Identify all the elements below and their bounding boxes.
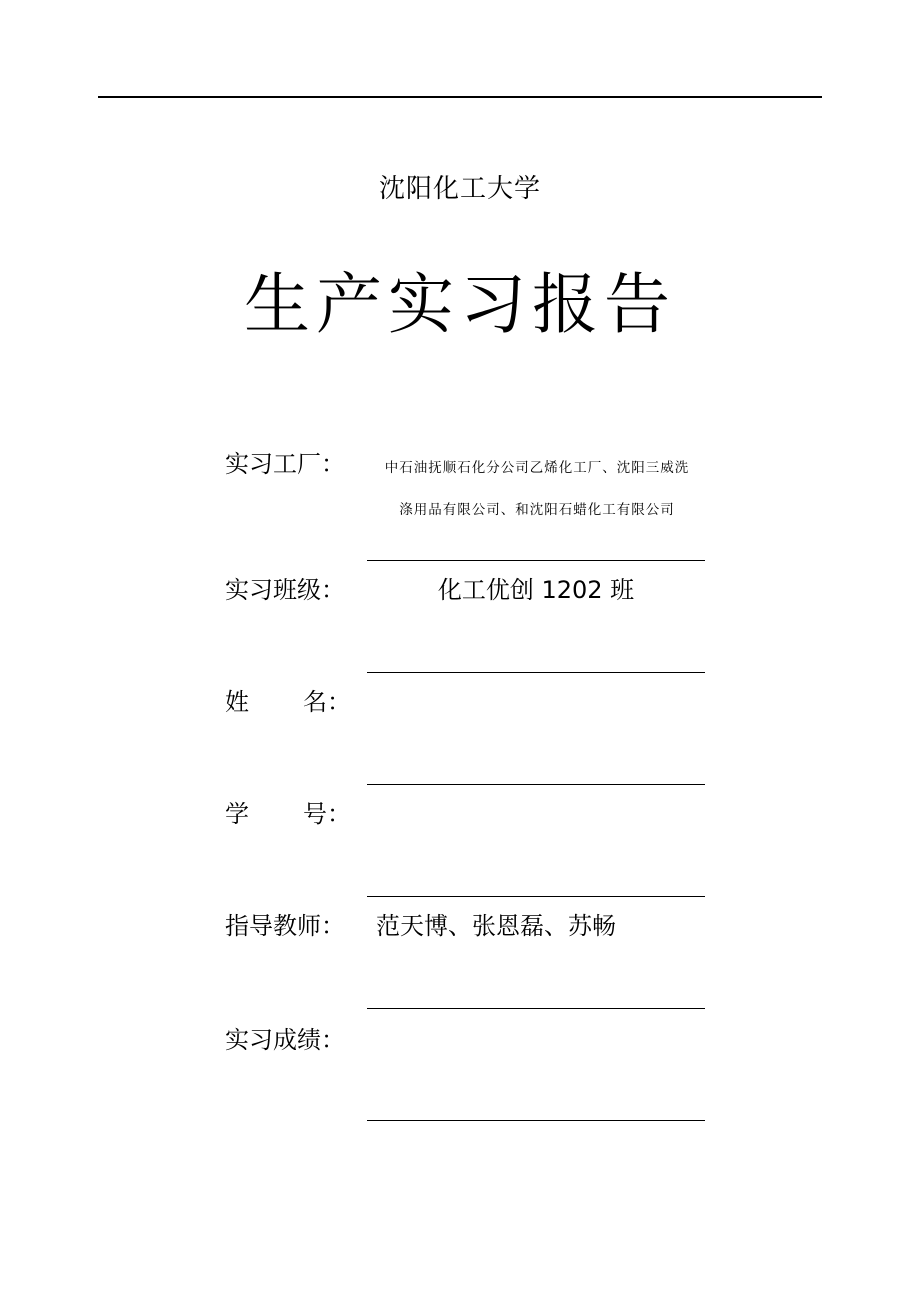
class-label: 实习班级： bbox=[225, 576, 345, 604]
report-title: 生产实习报告 bbox=[244, 266, 676, 343]
student-id-label-char-1: 学 bbox=[225, 800, 249, 828]
name-label bbox=[225, 690, 351, 714]
class-value: 化工优创 1202 班 bbox=[437, 576, 635, 604]
teacher-label: 指导教师： bbox=[225, 912, 345, 940]
factory-underline bbox=[367, 560, 705, 561]
header-rule bbox=[98, 96, 822, 98]
grade-underline bbox=[367, 1120, 705, 1121]
student-id-underline bbox=[367, 896, 705, 897]
name-label-char-1: 姓 bbox=[225, 688, 249, 716]
teacher-underline bbox=[367, 1008, 705, 1009]
student-id-label bbox=[225, 802, 351, 826]
name-label-char-2: 名： bbox=[303, 688, 351, 716]
class-underline bbox=[367, 672, 705, 673]
factory-label: 实习工厂： bbox=[225, 450, 345, 478]
teacher-value: 范天博、张恩磊、苏畅 bbox=[376, 912, 616, 940]
student-id-label-char-2: 号： bbox=[303, 800, 351, 828]
university-name: 沈阳化工大学 bbox=[378, 174, 541, 204]
factory-value: 中石油抚顺石化分公司乙烯化工厂、沈阳三威洗涤用品有限公司、和沈阳石蜡化工有限公司 bbox=[384, 460, 690, 518]
grade-label: 实习成绩： bbox=[225, 1026, 345, 1054]
name-underline bbox=[367, 784, 705, 785]
